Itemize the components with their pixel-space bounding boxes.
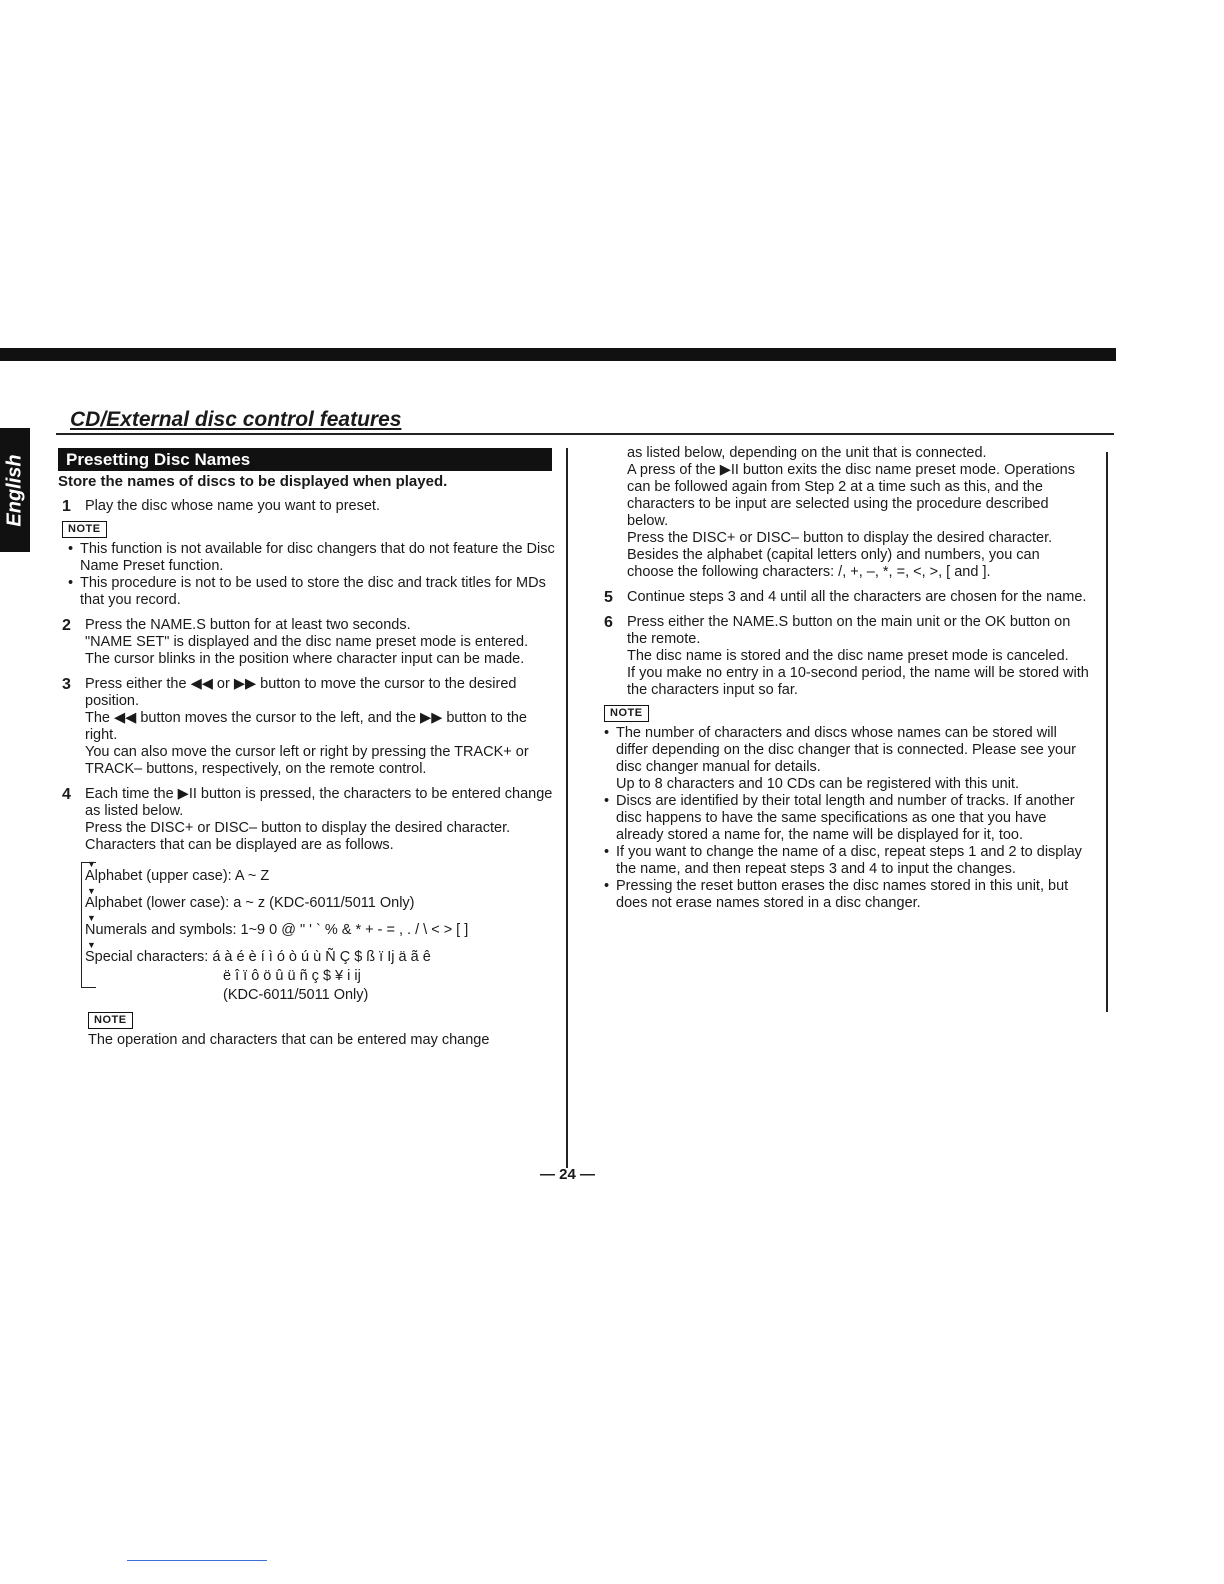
step-text: Press the NAME.S button for at least two seconds. <box>85 617 411 633</box>
step-1 <box>58 498 558 515</box>
language-tab-label: English <box>3 453 26 527</box>
title-rule <box>56 433 1114 435</box>
note-bullet: • This procedure is not to be used to store the disc and track titles for MDs that you record. <box>58 575 558 609</box>
step-number: 1 <box>62 498 71 515</box>
step-number: 3 <box>62 676 71 693</box>
down-arrow-icon: ▼ <box>87 859 96 869</box>
note-extra: Up to 8 characters and 10 CDs can be registered with this unit. <box>616 776 1019 792</box>
step-3 <box>58 676 558 710</box>
step-number: 2 <box>62 617 71 634</box>
note-label-2: NOTE <box>88 1012 133 1029</box>
right-column <box>600 445 1090 912</box>
step-4-detail: Characters that can be displayed are as follows. <box>85 837 394 853</box>
chars-special: Special characters: á à é è í ì ó ò ú ù Ñ Ç $ ß ï Ij ä ã ê <box>85 949 431 965</box>
step-4-detail: Press the DISC+ or DISC– button to display the desired character. <box>85 820 511 836</box>
note-bullet: • The number of characters and discs whose names can be stored will differ depending on the disc changer that is connected. Please see your disc changer manual for details. <box>600 725 1090 776</box>
step-6-detail: If you make no entry in a 10-second period, the name will be stored with the characters input so far. <box>627 665 1089 698</box>
continued-text: A press of the ▶II button exits the disc name preset mode. Operations can be followed again from Step 2 at a time such as this, and the characters to be input are selected using the procedure described below. <box>627 462 1075 529</box>
top-bar <box>0 348 1116 361</box>
step-text: Press either the ◀◀ or ▶▶ button to move the cursor to the desired position. <box>85 676 517 709</box>
note-list <box>600 725 1090 912</box>
step-number: 5 <box>604 589 613 606</box>
note-bullet: • Discs are identified by their total length and number of tracks. If another disc happens to have the same specifications as one that you have already stored a name for, the name will be displayed for it, too. <box>600 793 1090 844</box>
page-number: — 24 — <box>540 1166 596 1183</box>
step-2 <box>58 617 558 634</box>
step-3-detail: You can also move the cursor left or right by pressing the TRACK+ or TRACK– buttons, respectively, on the remote control. <box>85 744 529 777</box>
down-arrow-icon: ▼ <box>87 886 96 896</box>
step-text: Each time the ▶II button is pressed, the characters to be entered change as listed below. <box>85 786 553 819</box>
step-number: 6 <box>604 614 613 631</box>
note-bullet: • Pressing the reset button erases the disc names stored in this unit, but does not erase names stored in a disc changer. <box>600 878 1090 912</box>
down-arrow-icon: ▼ <box>87 940 96 950</box>
chars-alpha-lower: Alphabet (lower case): a ~ z (KDC-6011/5011 Only) <box>85 895 415 911</box>
step-text: Play the disc whose name you want to preset. <box>85 498 380 514</box>
chars-special-2: ë î ï ô ö û ü ñ ç $ ¥ i ij <box>223 968 361 984</box>
lead-text: Store the names of discs to be displayed when played. <box>58 473 448 490</box>
left-column <box>58 448 558 1049</box>
chars-alpha-upper: Alphabet (upper case): A ~ Z <box>85 868 270 884</box>
step-text: Continue steps 3 and 4 until all the characters are chosen for the name. <box>627 589 1087 605</box>
step-4 <box>58 786 558 820</box>
footer-line <box>127 1560 267 1561</box>
right-rule <box>1106 452 1108 1012</box>
note-2-text: The operation and characters that can be entered may change <box>88 1032 490 1048</box>
down-arrow-icon: ▼ <box>87 913 96 923</box>
continued-text: Press the DISC+ or DISC– button to display the desired character. Besides the alphabet (capital letters only) and numbers, you can choose the following characters: /, +, –, *, =, <, >, [ and ]. <box>627 530 1053 580</box>
step-2-detail: "NAME SET" is displayed and the disc name preset mode is entered. <box>85 634 529 650</box>
note-bullet: • If you want to change the name of a disc, repeat steps 1 and 2 to display the name, and then repeat steps 3 and 4 to input the changes. <box>600 844 1090 878</box>
step-number: 4 <box>62 786 71 803</box>
section-title: CD/External disc control features <box>70 408 402 431</box>
note-bullet: • This function is not available for disc changers that do not feature the Disc Name Preset function. <box>58 541 558 575</box>
note-label: NOTE <box>604 705 649 722</box>
character-cycle <box>85 860 558 1004</box>
cycle-bracket <box>81 862 96 988</box>
note-label: NOTE <box>62 521 107 538</box>
chars-special-note: (KDC-6011/5011 Only) <box>223 987 369 1003</box>
section-banner: Presetting Disc Names <box>58 448 552 471</box>
column-divider <box>566 448 568 1168</box>
note-list <box>58 541 558 609</box>
continued-text: as listed below, depending on the unit that is connected. <box>627 445 987 461</box>
step-3-detail: The ◀◀ button moves the cursor to the left, and the ▶▶ button to the right. <box>85 710 527 743</box>
step-2-detail: The cursor blinks in the position where character input can be made. <box>85 651 525 667</box>
language-tab <box>0 428 30 552</box>
chars-numerals: Numerals and symbols: 1~9 0 @ " ' ` % & * + - = , . / \ < > [ ] <box>85 922 469 938</box>
step-text: Press either the NAME.S button on the main unit or the OK button on the remote. <box>627 614 1071 647</box>
step-6-detail: The disc name is stored and the disc name preset mode is canceled. <box>627 648 1069 664</box>
step-5 <box>600 589 1090 606</box>
step-6 <box>600 614 1090 648</box>
